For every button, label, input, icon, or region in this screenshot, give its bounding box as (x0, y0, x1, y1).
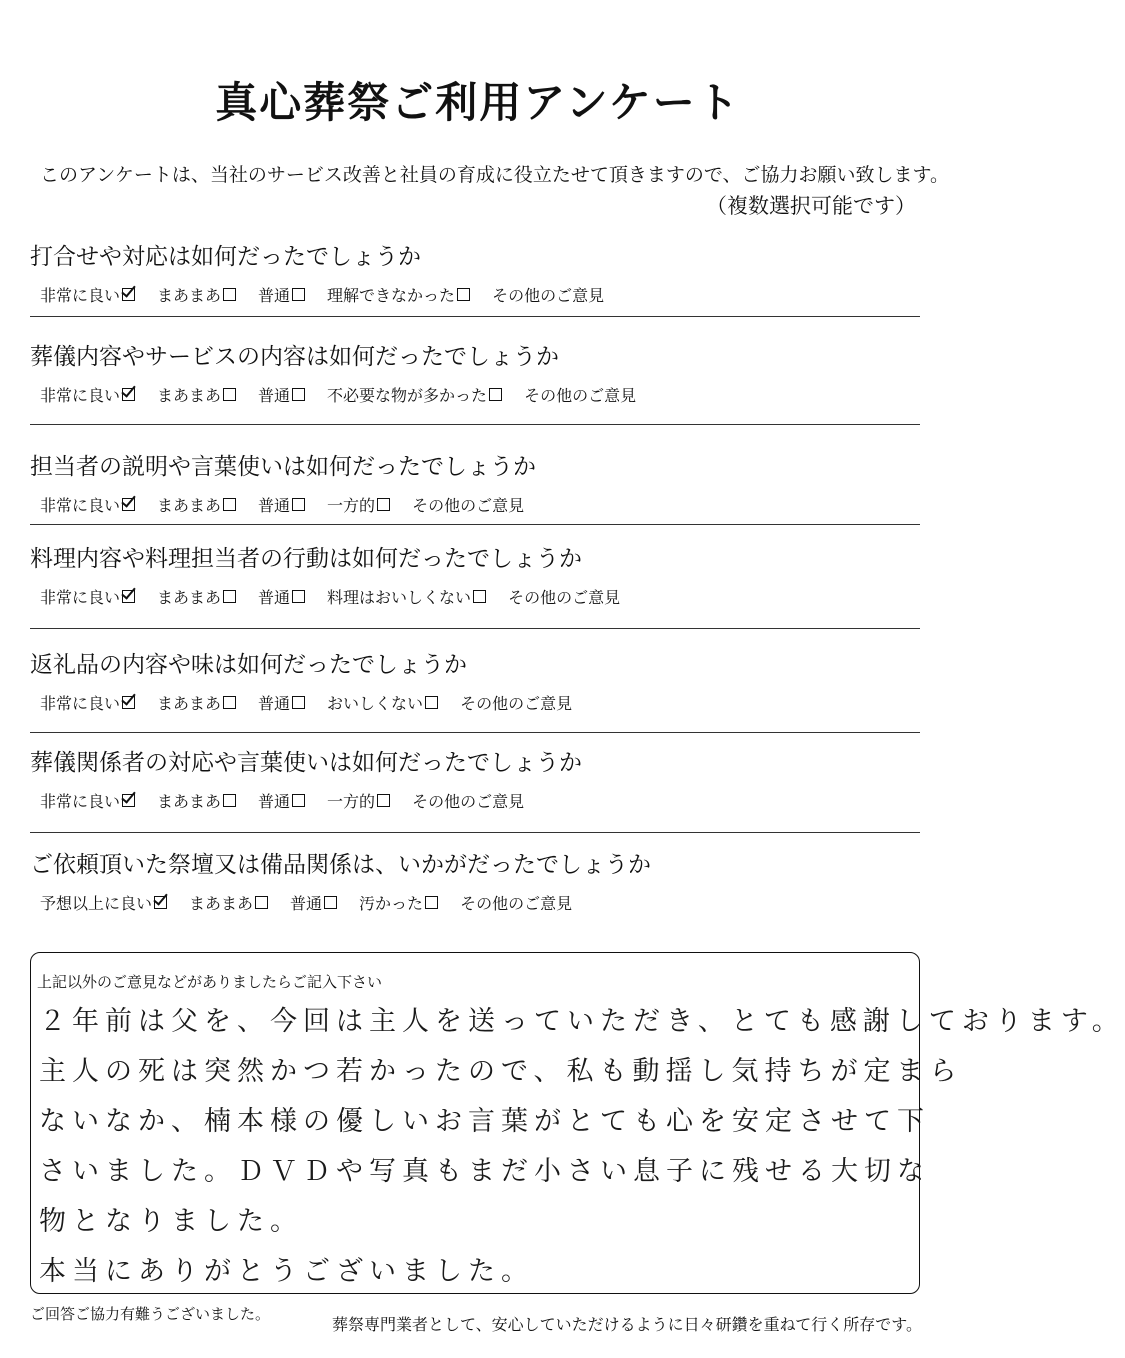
checkbox[interactable] (292, 498, 305, 511)
checkbox[interactable] (457, 288, 470, 301)
option-label: 非常に良い (40, 694, 121, 713)
footer-thanks: ご回答ご協力有難うございました。 (30, 1305, 271, 1323)
question-5 (30, 646, 920, 714)
option-label: 普通 (258, 792, 291, 811)
option-item[interactable] (40, 891, 167, 914)
option-item[interactable] (258, 585, 305, 608)
comment-line: 本当にありがとうございました。 (39, 1256, 534, 1287)
comment-line: ２年前は父を、今回は主人を送っていただき、とても感謝しております。 (39, 1006, 1125, 1037)
option-label: 普通 (258, 694, 291, 713)
option-item[interactable] (157, 691, 236, 714)
option-label: 一方的 (327, 792, 376, 811)
checked-checkbox[interactable] (122, 794, 135, 807)
option-label: まあまあ (157, 286, 222, 305)
option-item[interactable] (327, 493, 390, 516)
footer-message: 葬祭専門業者として、安心していただけるように日々研鑽を重ねて行く所存です。 (331, 1315, 922, 1334)
option-label: その他のご意見 (508, 588, 621, 607)
checkbox[interactable] (223, 696, 236, 709)
divider (30, 424, 920, 425)
option-label: まあまあ (157, 588, 222, 607)
option-row (40, 789, 920, 812)
option-row (40, 283, 920, 306)
multi-select-note: （複数選択可能です） (706, 194, 916, 218)
option-item[interactable] (157, 383, 236, 406)
question-4 (30, 540, 920, 608)
checkbox[interactable] (292, 794, 305, 807)
option-item[interactable] (460, 691, 572, 714)
option-row (40, 691, 920, 714)
option-item[interactable] (40, 691, 135, 714)
checkbox[interactable] (223, 288, 236, 301)
option-label: 普通 (258, 286, 291, 305)
divider (30, 524, 920, 525)
option-label: 普通 (290, 894, 323, 913)
option-label: 普通 (258, 496, 291, 515)
option-item[interactable] (327, 789, 390, 812)
checked-checkbox[interactable] (122, 388, 135, 401)
option-label: まあまあ (189, 894, 254, 913)
comment-line: ないなか、楠本様の優しいお言葉がとても心を安定させて下 (39, 1106, 930, 1137)
option-label: その他のご意見 (524, 386, 637, 405)
question-2 (30, 338, 920, 406)
option-label: 料理はおいしくない (327, 588, 472, 607)
checkbox[interactable] (377, 498, 390, 511)
option-item[interactable] (40, 585, 135, 608)
option-item[interactable] (492, 283, 604, 306)
option-label: 不必要な物が多かった (327, 386, 488, 405)
comment-box[interactable] (30, 952, 1125, 1294)
question-title: ご依頼頂いた祭壇又は備品関係は、いかがだったでしょうか (30, 852, 651, 878)
option-item[interactable] (258, 691, 305, 714)
option-item[interactable] (40, 283, 135, 306)
question-1 (30, 238, 920, 306)
option-label: その他のご意見 (460, 894, 573, 913)
option-label: まあまあ (157, 694, 222, 713)
option-label: 非常に良い (40, 792, 121, 811)
option-item[interactable] (258, 789, 305, 812)
question-6 (30, 744, 920, 812)
option-row (40, 585, 920, 608)
checkbox[interactable] (292, 388, 305, 401)
option-row (40, 891, 920, 914)
question-7 (30, 846, 920, 914)
option-item[interactable] (157, 493, 236, 516)
comment-line: 主人の死は突然かつ若かったので、私も動揺し気持ちが定まら (39, 1056, 963, 1087)
option-label: その他のご意見 (412, 792, 525, 811)
checkbox[interactable] (223, 388, 236, 401)
option-label: その他のご意見 (412, 496, 525, 515)
option-label: 普通 (258, 386, 291, 405)
comment-line: 物となりました。 (39, 1206, 303, 1237)
option-item[interactable] (40, 493, 135, 516)
divider (30, 628, 920, 629)
option-item[interactable] (290, 891, 337, 914)
option-item[interactable] (40, 383, 135, 406)
option-item[interactable] (157, 585, 236, 608)
option-label: 予想以上に良い (40, 894, 153, 913)
option-label: その他のご意見 (460, 694, 573, 713)
question-title: 担当者の説明や言葉使いは如何だったでしょうか (30, 454, 536, 480)
checked-checkbox[interactable] (122, 498, 135, 511)
checkbox[interactable] (489, 388, 502, 401)
checkbox[interactable] (223, 498, 236, 511)
checkbox[interactable] (223, 590, 236, 603)
checked-checkbox[interactable] (122, 288, 135, 301)
option-item[interactable] (359, 891, 438, 914)
option-label: 汚かった (359, 894, 424, 913)
question-3 (30, 448, 920, 516)
option-label: 理解できなかった (327, 286, 456, 305)
question-title: 葬儀内容やサービスの内容は如何だったでしょうか (30, 344, 559, 370)
option-label: 非常に良い (40, 496, 121, 515)
option-item[interactable] (460, 891, 572, 914)
checkbox[interactable] (223, 794, 236, 807)
option-label: 非常に良い (40, 286, 121, 305)
option-row (40, 493, 920, 516)
checkbox[interactable] (324, 896, 337, 909)
option-item[interactable] (327, 585, 486, 608)
divider (30, 316, 920, 317)
option-label: 一方的 (327, 496, 376, 515)
checkbox[interactable] (473, 590, 486, 603)
divider (30, 732, 920, 733)
option-label: まあまあ (157, 496, 222, 515)
option-item[interactable] (508, 585, 620, 608)
option-row (40, 383, 920, 406)
option-label: 普通 (258, 588, 291, 607)
option-item[interactable] (258, 493, 305, 516)
option-item[interactable] (258, 283, 305, 306)
option-label: まあまあ (157, 386, 222, 405)
option-item[interactable] (524, 383, 636, 406)
checkbox[interactable] (425, 696, 438, 709)
option-item[interactable] (258, 383, 305, 406)
checked-checkbox[interactable] (122, 590, 135, 603)
option-label: 非常に良い (40, 386, 121, 405)
option-item[interactable] (327, 383, 502, 406)
question-title: 打合せや対応は如何だったでしょうか (30, 244, 421, 270)
option-item[interactable] (157, 283, 236, 306)
option-label: まあまあ (157, 792, 222, 811)
option-item[interactable] (327, 691, 438, 714)
option-item[interactable] (412, 789, 524, 812)
option-item[interactable] (157, 789, 236, 812)
checkbox[interactable] (255, 896, 268, 909)
intro-text: このアンケートは、当社のサービス改善と社員の育成に役立たせて頂きますので、ご協力お願い致します。 (40, 164, 949, 186)
question-title: 返礼品の内容や味は如何だったでしょうか (30, 652, 467, 678)
comment-line: さいました。ＤＶＤや写真もまだ小さい息子に残せる大切な (39, 1156, 930, 1187)
divider (30, 832, 920, 833)
comment-label: 上記以外のご意見などがありましたらご記入下さい (37, 973, 383, 991)
option-label: おいしくない (327, 694, 424, 713)
survey-title: 真心葬祭ご利用アンケート (215, 78, 741, 127)
checked-checkbox[interactable] (154, 896, 167, 909)
checkbox[interactable] (292, 288, 305, 301)
option-item[interactable] (327, 283, 470, 306)
checkbox[interactable] (377, 794, 390, 807)
option-label: その他のご意見 (492, 286, 605, 305)
checked-checkbox[interactable] (122, 696, 135, 709)
option-item[interactable] (412, 493, 524, 516)
checkbox[interactable] (292, 590, 305, 603)
option-label: 非常に良い (40, 588, 121, 607)
option-item[interactable] (40, 789, 135, 812)
checkbox[interactable] (425, 896, 438, 909)
checkbox[interactable] (292, 696, 305, 709)
question-title: 葬儀関係者の対応や言葉使いは如何だったでしょうか (30, 750, 582, 776)
question-title: 料理内容や料理担当者の行動は如何だったでしょうか (30, 546, 582, 572)
option-item[interactable] (189, 891, 268, 914)
